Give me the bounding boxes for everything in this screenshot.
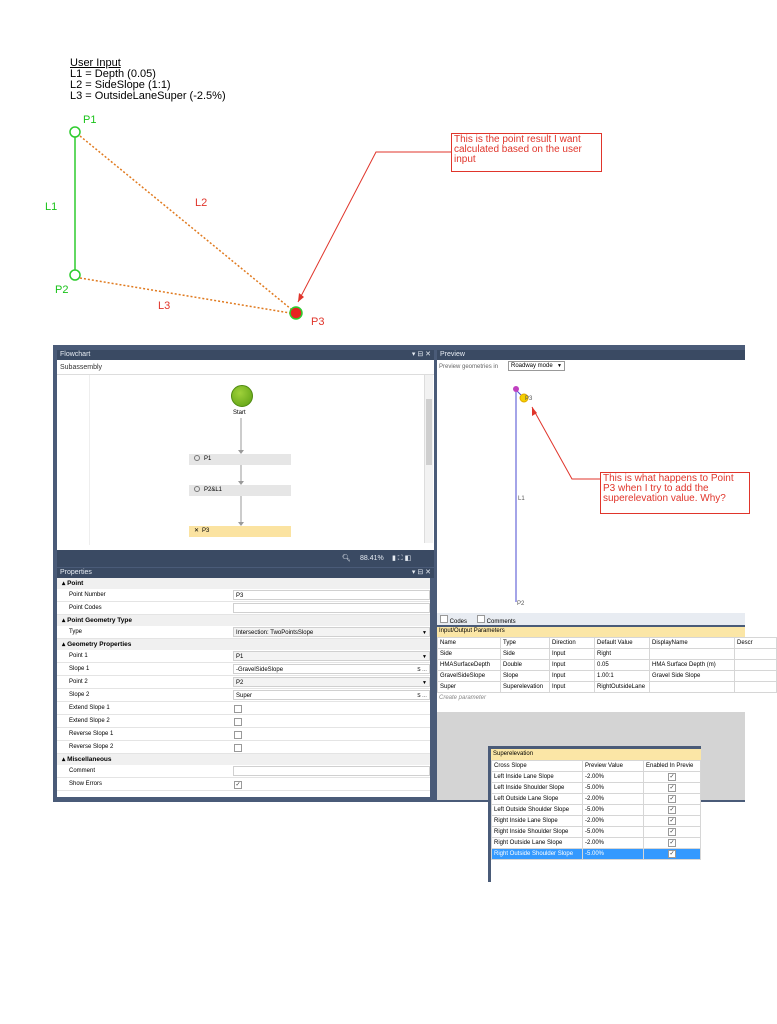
enabled-checkbox[interactable]: ✓ [669,796,675,802]
category-geometry-type[interactable]: ▴ Point Geometry Type [57,615,430,626]
prop-dropdown[interactable] [233,627,430,637]
flowchart-header [57,350,434,360]
cell[interactable]: 1.00:1 [595,671,650,682]
dropdown-arrow-icon[interactable]: ▼ [557,363,562,369]
column-header[interactable]: Default Value [595,638,650,649]
comments-icon [477,615,485,623]
cell[interactable]: HMA Surface Depth (m) [650,660,735,671]
cell: Right Outside Lane Slope [492,838,583,849]
prop-value: P1 [236,654,244,660]
flow-node-label: P1 [204,456,212,462]
preview-p2-label: P2 [517,601,525,607]
tab-label: Comments [486,619,516,625]
preview-l1-label: L1 [518,496,525,502]
prop-point-number[interactable] [57,589,430,602]
user-input-line: L2 = SideSlope (1:1) [70,79,171,91]
table-row[interactable] [492,805,701,816]
cell[interactable]: Superelevation [501,682,550,693]
cell [644,805,701,816]
l2-label: L2 [195,197,208,209]
flow-node-p1[interactable] [189,454,291,465]
cell[interactable]: Super [438,682,501,693]
prop-label: Extend Slope 2 [69,718,110,724]
codes-icon [440,615,448,623]
cell [644,816,701,827]
cell[interactable]: Side [501,649,550,660]
prop-type[interactable] [57,626,430,639]
cell: Right Inside Lane Slope [492,816,583,827]
table-row[interactable] [492,827,701,838]
cell[interactable]: HMASurfaceDepth [438,660,501,671]
io-params-title: Input/Output Parameters [437,627,745,637]
checkbox[interactable] [234,731,242,739]
io-params-table [437,637,777,693]
intersection-icon: ✕ [194,528,200,534]
cell[interactable]: Slope [501,671,550,682]
cell[interactable] [650,649,735,660]
point-icon [194,455,200,461]
category-label: Point Geometry Type [67,617,132,624]
mode-value: Roadway mode [511,363,553,369]
prop-label: Point Codes [69,605,102,611]
prop-reverse-slope-1[interactable] [57,728,430,741]
prop-value[interactable]: P3 [233,590,430,600]
p1-marker [70,127,80,137]
table-row[interactable] [438,660,777,671]
dropdown-arrow-icon[interactable]: ▼ [422,680,427,686]
cell[interactable]: Double [501,660,550,671]
checkbox[interactable]: ✓ [235,782,241,788]
prop-label: Reverse Slope 1 [69,731,114,737]
cell[interactable]: -5.00% [583,849,644,860]
table-header-row [438,638,777,649]
prop-reverse-slope-2[interactable] [57,741,430,754]
column-header[interactable]: Direction [550,638,595,649]
cell[interactable] [735,671,777,682]
zoom-icon[interactable]: 🔍︎ [342,555,351,562]
expression-icon[interactable]: S … [417,693,427,699]
prop-comment[interactable] [57,765,430,778]
p2-marker [70,270,80,280]
category-geometry-properties[interactable]: ▴ Geometry Properties [57,639,430,650]
prop-extend-slope-2[interactable] [57,715,430,728]
flow-node-p3[interactable] [189,526,291,537]
table-row[interactable] [492,783,701,794]
user-input-line: L1 = Depth (0.05) [70,68,156,80]
preview-label: Preview geometries in [439,364,499,370]
category-label: Miscellaneous [67,756,112,763]
geometry-sketch [0,0,768,340]
user-input-title: User Input [70,57,121,69]
prop-label: Point Number [69,592,106,598]
dropdown-arrow-icon[interactable]: ▼ [422,654,427,660]
table-row[interactable] [438,682,777,693]
cell[interactable]: -2.00% [583,816,644,827]
flowchart-panel [57,360,434,550]
cell[interactable]: GravelSideSlope [438,671,501,682]
tab-label: Codes [449,619,468,625]
prop-value: P2 [236,680,244,686]
cell [644,849,701,860]
prop-extend-slope-1[interactable] [57,702,430,715]
preview-header [437,350,745,360]
enabled-checkbox[interactable]: ✓ [669,818,675,824]
column-header[interactable]: DisplayName [650,638,735,649]
enabled-checkbox[interactable]: ✓ [669,774,675,780]
expression-icon[interactable]: S … [417,667,427,673]
prop-label: Extend Slope 1 [69,705,110,711]
properties-title: Properties [60,569,92,576]
dropdown-arrow-icon[interactable]: ▼ [422,630,427,636]
prop-field[interactable] [233,690,430,700]
flowchart-title: Flowchart [60,351,91,358]
preview-title: Preview [440,351,465,358]
p1-label: P1 [83,114,97,126]
sketch-callout: This is the point result I want calculated based on the user input [451,133,602,172]
cell [644,783,701,794]
user-input-line: L3 = OutsideLaneSuper (-2.5%) [70,90,226,102]
prop-label: Type [69,629,83,635]
prop-value: -GravelSideSlope [236,667,284,673]
cell[interactable]: Side [438,649,501,660]
create-parameter-link[interactable]: Create parameter [439,695,487,701]
table-header-row [492,761,701,772]
flowchart-status-bar [57,550,434,567]
prop-dropdown[interactable] [233,651,430,661]
checkbox[interactable] [234,744,242,752]
category-label: Geometry Properties [67,641,132,648]
preview-panel [437,360,745,613]
prop-slope-2[interactable] [57,689,430,702]
cell[interactable] [735,660,777,671]
properties-header [57,568,434,578]
category-miscellaneous[interactable]: ▴ Miscellaneous [57,754,430,765]
l3-line [80,278,290,313]
cell [644,827,701,838]
flowchart-subtitle: Subassembly [60,364,103,371]
column-header[interactable]: Name [438,638,501,649]
cell: Right Inside Shoulder Slope [492,827,583,838]
prop-point-2[interactable] [57,676,430,689]
prop-label: Show Errors [69,781,103,787]
cell[interactable]: -5.00% [583,827,644,838]
l1-label: L1 [45,201,58,213]
cell[interactable]: Right [595,649,650,660]
p3-marker [290,307,302,319]
preview-p3-label: P3 [525,396,533,402]
cell[interactable]: Input [550,660,595,671]
cell [644,838,701,849]
column-header[interactable]: Descr [735,638,777,649]
superelevation-table [491,760,701,860]
cell[interactable]: Input [550,671,595,682]
point-icon [194,486,200,492]
flow-node-label: P3 [202,528,210,534]
cell[interactable]: Gravel Side Slope [650,671,735,682]
prop-field[interactable] [233,664,430,674]
cell [644,794,701,805]
checkbox[interactable] [234,718,242,726]
cell: Left Inside Lane Slope [492,772,583,783]
prop-show-errors[interactable] [57,778,430,791]
scroll-thumb[interactable] [426,399,432,465]
superelevation-title: Superelevation [491,749,701,760]
cell[interactable]: RightOutsideLane [595,682,650,693]
table-row[interactable] [492,772,701,783]
category-label: Point [67,580,84,587]
tab-codes[interactable] [440,615,467,626]
p3-label: P3 [311,316,325,328]
cell[interactable]: Input [550,682,595,693]
cell[interactable] [650,682,735,693]
cell[interactable]: 0.05 [595,660,650,671]
superelevation-panel [488,746,701,882]
prop-label: Point 1 [69,653,88,659]
table-row[interactable] [492,816,701,827]
checkbox[interactable] [234,705,242,713]
zoom-level: 88.41% [360,555,384,562]
cell[interactable]: -5.00% [583,805,644,816]
cell [644,772,701,783]
table-row-selected[interactable] [492,849,701,860]
io-params-panel [437,627,753,712]
l3-label: L3 [158,300,171,312]
prop-point-codes[interactable] [57,602,430,615]
cell[interactable] [735,649,777,660]
category-point[interactable]: ▴ Point [57,578,430,589]
start-label: Start [233,410,246,416]
table-row[interactable] [492,838,701,849]
cell[interactable] [735,682,777,693]
enabled-checkbox[interactable]: ✓ [669,840,675,846]
column-header[interactable]: Cross Slope [492,761,583,772]
prop-value[interactable] [233,603,430,613]
cell: Left Inside Shoulder Slope [492,783,583,794]
column-header[interactable]: Enabled In Previe [644,761,701,772]
column-header[interactable]: Preview Value [583,761,644,772]
enabled-checkbox[interactable]: ✓ [669,829,675,835]
fit-view-icon[interactable]: ▮ ⛶ ◧ [392,555,412,562]
prop-label: Slope 1 [69,666,90,672]
prop-label: Point 2 [69,679,88,685]
properties-panel [57,578,430,797]
tab-comments[interactable] [477,615,516,626]
prop-point-1[interactable] [57,650,430,663]
p2-label: P2 [55,284,69,296]
cell[interactable]: Input [550,649,595,660]
table-row[interactable] [438,671,777,682]
panel-controls-icon[interactable]: ▾ ⊟ ✕ [411,569,431,576]
cell[interactable]: -2.00% [583,794,644,805]
flow-node-p2l1[interactable] [189,485,291,496]
enabled-checkbox[interactable]: ✓ [669,785,675,791]
table-row[interactable] [492,794,701,805]
prop-label: Slope 2 [69,692,90,698]
cell[interactable]: -2.00% [583,838,644,849]
prop-value[interactable] [233,766,430,776]
table-row[interactable] [438,649,777,660]
prop-dropdown[interactable] [233,677,430,687]
prop-value: Intersection: TwoPointsSlope [236,630,314,636]
panel-controls-icon[interactable]: ▾ ⊟ ✕ [411,351,431,358]
prop-value: Super [236,693,253,699]
flowchart-scrollbar[interactable] [424,375,433,543]
preview-tabs [437,613,745,625]
preview-callout: This is what happens to Point P3 when I try to add the superelevation value. Why? [600,472,750,514]
cell: Left Outside Shoulder Slope [492,805,583,816]
column-header[interactable]: Type [501,638,550,649]
prop-slope-1[interactable] [57,663,430,676]
callout-arrow [298,152,451,302]
flow-node-label: P2&L1 [204,487,223,493]
enabled-checkbox[interactable]: ✓ [669,807,675,813]
prop-label: Reverse Slope 2 [69,744,114,750]
cell: Right Outside Shoulder Slope [492,849,583,860]
cell[interactable]: -2.00% [583,772,644,783]
cell[interactable]: -5.00% [583,783,644,794]
enabled-checkbox[interactable]: ✓ [669,851,675,857]
callout-arrowhead [298,293,304,302]
cell: Left Outside Lane Slope [492,794,583,805]
prop-label: Comment [69,768,96,774]
